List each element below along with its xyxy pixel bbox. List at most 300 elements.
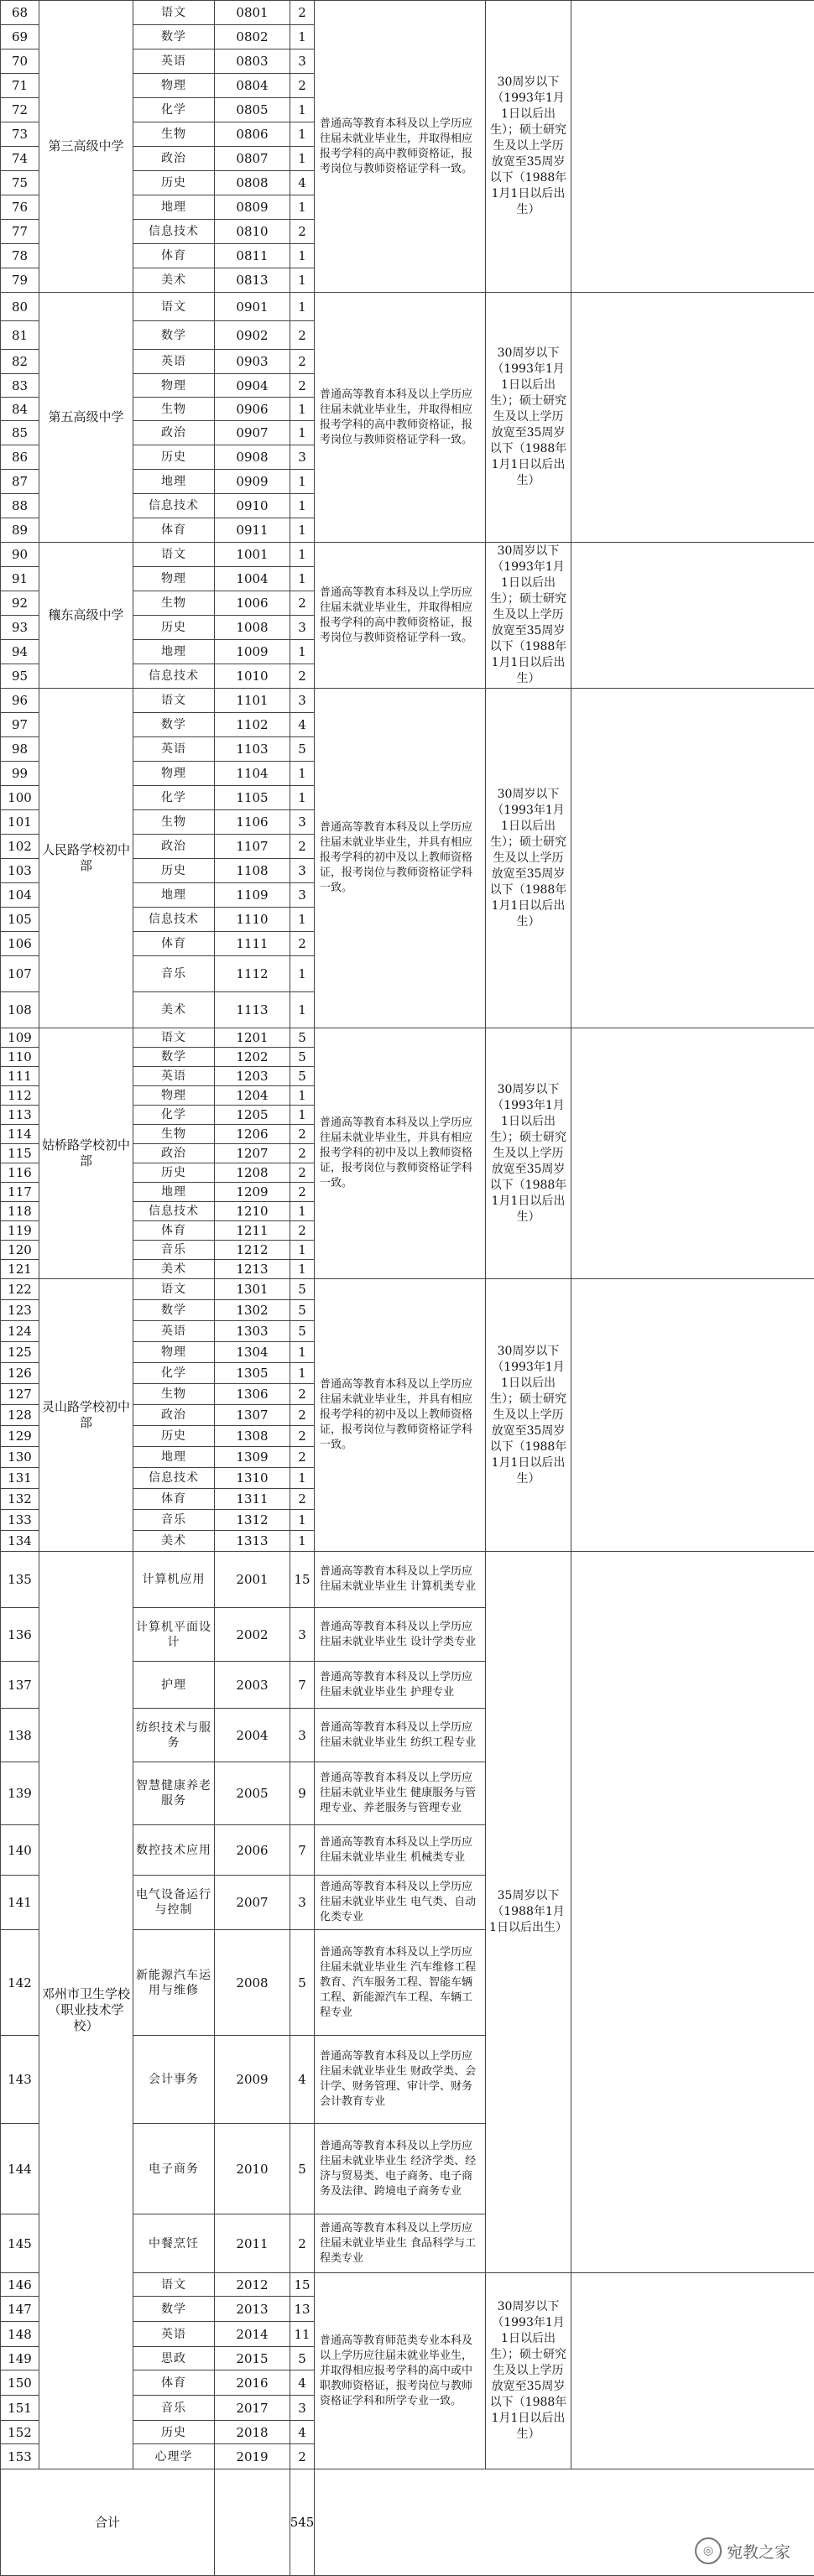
- remarks-cell: [571, 292, 814, 543]
- subject-cell: 历史: [133, 1163, 215, 1183]
- post-code-cell: 1101: [214, 688, 290, 713]
- post-code-cell: 1308: [214, 1425, 290, 1447]
- post-code-cell: 0810: [214, 219, 290, 244]
- headcount-cell: 5: [290, 1066, 315, 1086]
- headcount-cell: 2: [290, 931, 315, 956]
- subject-cell: 数学: [133, 24, 215, 49]
- row-number: 70: [0, 49, 39, 74]
- post-code-cell: 1208: [214, 1163, 290, 1183]
- post-code-cell: 1204: [214, 1085, 290, 1106]
- watermark-text: 宛教之家: [726, 2542, 791, 2562]
- headcount-cell: 1: [290, 397, 315, 421]
- subject-cell: 语文: [133, 1028, 215, 1048]
- row-number: 103: [0, 858, 39, 883]
- row-number: 75: [0, 170, 39, 195]
- row-number: 112: [0, 1085, 39, 1106]
- post-code-cell: 0804: [214, 73, 290, 98]
- headcount-cell: 3: [290, 809, 315, 835]
- row-number: 147: [0, 2296, 39, 2322]
- row-number: 142: [0, 1929, 39, 2036]
- row-number: 108: [0, 991, 39, 1028]
- subject-cell: 音乐: [133, 1240, 215, 1260]
- headcount-cell: 4: [290, 2035, 315, 2124]
- headcount-cell: 3: [290, 1708, 315, 1762]
- post-code-cell: 2008: [214, 1929, 290, 2036]
- post-code-cell: 2003: [214, 1661, 290, 1709]
- row-number: 94: [0, 639, 39, 664]
- row-number: 130: [0, 1446, 39, 1468]
- row-number: 116: [0, 1163, 39, 1183]
- subject-cell: 化学: [133, 1105, 215, 1125]
- subject-cell: 生物: [133, 591, 215, 616]
- post-code-cell: 1206: [214, 1124, 290, 1144]
- headcount-cell: 2: [290, 1446, 315, 1468]
- subject-cell: 语文: [133, 688, 215, 713]
- row-number: 97: [0, 712, 39, 737]
- subject-cell: 数学: [133, 712, 215, 737]
- post-code-cell: 1313: [214, 1530, 290, 1552]
- row-number: 110: [0, 1047, 39, 1067]
- row-number: 133: [0, 1509, 39, 1531]
- headcount-cell: 1: [290, 469, 315, 494]
- subject-cell: 物理: [133, 373, 215, 398]
- post-code-cell: 1107: [214, 834, 290, 859]
- requirement-cell: 普通高等教育本科及以上学历应往届未就业毕业生，并取得相应报考学科的高中教师资格证，报考岗位与教师资格证学科一致。: [314, 0, 486, 293]
- row-number: 134: [0, 1530, 39, 1552]
- subject-cell: 生物: [133, 1383, 215, 1405]
- requirement-cell: 普通高等教育本科及以上学历应往届未就业毕业生，并具有相应报考学科的初中及以上教师资格证，报考岗位与教师资格证学科一致。: [314, 688, 486, 1028]
- headcount-cell: 1: [290, 268, 315, 293]
- requirement-cell: 普通高等教育本科及以上学历应往届未就业毕业生 计算机类专业: [314, 1551, 486, 1608]
- post-code-cell: 2014: [214, 2321, 290, 2347]
- subject-cell: 计算机应用: [133, 1551, 215, 1608]
- row-number: 92: [0, 591, 39, 616]
- row-number: 152: [0, 2420, 39, 2444]
- requirement-cell: 普通高等教育本科及以上学历应往届未就业毕业生 电气类、自动化类专业: [314, 1875, 486, 1930]
- post-code-cell: 1105: [214, 785, 290, 810]
- headcount-cell: 1: [290, 146, 315, 171]
- row-number: 119: [0, 1220, 39, 1241]
- subject-cell: 生物: [133, 809, 215, 835]
- headcount-cell: 2: [290, 0, 315, 25]
- age-cell: 30周岁以下（1993年1月1日以后出生）；硕士研究生及以上学历放宽至35周岁以下（1988年1月1日以后出生）: [485, 0, 571, 293]
- headcount-cell: 15: [290, 1551, 315, 1608]
- row-number: 113: [0, 1105, 39, 1125]
- post-code-cell: 0809: [214, 195, 290, 220]
- remarks-cell: [571, 0, 814, 293]
- headcount-cell: 1: [290, 991, 315, 1028]
- row-number: 128: [0, 1404, 39, 1426]
- post-code-cell: 1103: [214, 736, 290, 762]
- requirement-cell: 普通高等教育本科及以上学历应往届未就业毕业生 健康服务与管理专业、养老服务与管理专业: [314, 1762, 486, 1825]
- row-number: 144: [0, 2123, 39, 2214]
- headcount-cell: 2: [290, 373, 315, 398]
- post-code-cell: 2002: [214, 1607, 290, 1662]
- age-cell: 30周岁以下（1993年1月1日以后出生）；硕士研究生及以上学历放宽至35周岁以下（1988年1月1日以后出生）: [485, 1278, 571, 1552]
- post-code-cell: 2017: [214, 2395, 290, 2421]
- row-number: 124: [0, 1320, 39, 1342]
- row-number: 121: [0, 1259, 39, 1279]
- post-code-cell: 2012: [214, 2272, 290, 2297]
- post-code-cell: 0902: [214, 320, 290, 350]
- subject-cell: 新能源汽车运用与维修: [133, 1929, 215, 2036]
- post-code-cell: 1212: [214, 1240, 290, 1260]
- headcount-cell: 4: [290, 170, 315, 195]
- subject-cell: 中餐烹饪: [133, 2214, 215, 2273]
- subject-cell: 体育: [133, 1220, 215, 1241]
- headcount-cell: 1: [290, 542, 315, 567]
- post-code-cell: 1211: [214, 1220, 290, 1241]
- subject-cell: 护理: [133, 1661, 215, 1709]
- subject-cell: 物理: [133, 1341, 215, 1363]
- headcount-cell: 5: [290, 1929, 315, 2036]
- total-blank: [214, 2469, 290, 2576]
- remarks-cell: [571, 688, 814, 1028]
- subject-cell: 信息技术: [133, 1201, 215, 1221]
- post-code-cell: 1009: [214, 639, 290, 664]
- headcount-cell: 11: [290, 2321, 315, 2347]
- headcount-cell: 5: [290, 1028, 315, 1048]
- unit-name-cell: 邓州市卫生学校（职业技术学校）: [39, 1551, 133, 2469]
- row-number: 151: [0, 2395, 39, 2421]
- headcount-cell: 2: [290, 591, 315, 616]
- subject-cell: 生物: [133, 397, 215, 421]
- post-code-cell: 0911: [214, 518, 290, 543]
- post-code-cell: 1008: [214, 615, 290, 640]
- row-number: 90: [0, 542, 39, 567]
- row-number: 85: [0, 420, 39, 445]
- subject-cell: 化学: [133, 785, 215, 810]
- post-code-cell: 2010: [214, 2123, 290, 2214]
- post-code-cell: 1301: [214, 1278, 290, 1300]
- post-code-cell: 2001: [214, 1551, 290, 1608]
- post-code-cell: 2004: [214, 1708, 290, 1762]
- headcount-cell: 3: [290, 882, 315, 908]
- subject-cell: 计算机平面设计: [133, 1607, 215, 1662]
- subject-cell: 生物: [133, 122, 215, 147]
- row-number: 109: [0, 1028, 39, 1048]
- unit-name-cell: 人民路学校初中部: [39, 688, 133, 1028]
- headcount-cell: 4: [290, 2370, 315, 2396]
- unit-name-cell: 第五高级中学: [39, 292, 133, 543]
- subject-cell: 会计事务: [133, 2035, 215, 2124]
- subject-cell: 信息技术: [133, 219, 215, 244]
- headcount-cell: 1: [290, 785, 315, 810]
- post-code-cell: 1310: [214, 1467, 290, 1489]
- row-number: 93: [0, 615, 39, 640]
- post-code-cell: 1210: [214, 1201, 290, 1221]
- post-code-cell: 2018: [214, 2420, 290, 2444]
- remarks-cell: [571, 1278, 814, 1552]
- headcount-cell: 3: [290, 1875, 315, 1930]
- post-code-cell: 0909: [214, 469, 290, 494]
- subject-cell: 信息技术: [133, 493, 215, 518]
- subject-cell: 政治: [133, 1404, 215, 1426]
- post-code-cell: 1312: [214, 1509, 290, 1531]
- post-code-cell: 2011: [214, 2214, 290, 2273]
- post-code-cell: 1306: [214, 1383, 290, 1405]
- row-number: 115: [0, 1143, 39, 1163]
- subject-cell: 数学: [133, 1299, 215, 1321]
- post-code-cell: 1001: [214, 542, 290, 567]
- headcount-cell: 3: [290, 2395, 315, 2421]
- subject-cell: 物理: [133, 761, 215, 786]
- row-number: 71: [0, 73, 39, 98]
- subject-cell: 音乐: [133, 955, 215, 992]
- row-number: 104: [0, 882, 39, 908]
- headcount-cell: 2: [290, 1488, 315, 1510]
- headcount-cell: 4: [290, 2420, 315, 2444]
- requirement-cell: 普通高等教育本科及以上学历应往届未就业毕业生，并具有相应报考学科的初中及以上教师资格证，报考岗位与教师资格证学科一致。: [314, 1278, 486, 1552]
- post-code-cell: 1203: [214, 1066, 290, 1086]
- requirement-cell: 普通高等教育本科及以上学历应往届未就业毕业生 机械类专业: [314, 1824, 486, 1876]
- post-code-cell: 1111: [214, 931, 290, 956]
- post-code-cell: 1311: [214, 1488, 290, 1510]
- headcount-cell: 2: [290, 320, 315, 350]
- subject-cell: 电气设备运行与控制: [133, 1875, 215, 1930]
- subject-cell: 地理: [133, 1446, 215, 1468]
- subject-cell: 美术: [133, 1259, 215, 1279]
- row-number: 100: [0, 785, 39, 810]
- headcount-cell: 2: [290, 219, 315, 244]
- age-cell: 30周岁以下（1993年1月1日以后出生）；硕士研究生及以上学历放宽至35周岁以下（1988年1月1日以后出生）: [485, 292, 571, 543]
- post-code-cell: 1202: [214, 1047, 290, 1067]
- row-number: 140: [0, 1824, 39, 1876]
- headcount-cell: 1: [290, 243, 315, 268]
- subject-cell: 音乐: [133, 1509, 215, 1531]
- headcount-cell: 5: [290, 736, 315, 762]
- row-number: 129: [0, 1425, 39, 1447]
- post-code-cell: 1004: [214, 566, 290, 591]
- headcount-cell: 2: [290, 2443, 315, 2469]
- row-number: 68: [0, 0, 39, 25]
- row-number: 78: [0, 243, 39, 268]
- row-number: 74: [0, 146, 39, 171]
- subject-cell: 体育: [133, 1488, 215, 1510]
- post-code-cell: 1305: [214, 1362, 290, 1384]
- post-code-cell: 0807: [214, 146, 290, 171]
- subject-cell: 数学: [133, 1047, 215, 1067]
- subject-cell: 美术: [133, 991, 215, 1028]
- row-number: 149: [0, 2346, 39, 2370]
- subject-cell: 英语: [133, 1320, 215, 1342]
- headcount-cell: 2: [290, 2214, 315, 2273]
- subject-cell: 历史: [133, 170, 215, 195]
- headcount-cell: 1: [290, 420, 315, 445]
- headcount-cell: 2: [290, 1404, 315, 1426]
- requirement-cell: 普通高等教育师范类专业本科及以上学历应往届未就业毕业生，并取得相应报考学科的高中或中职教师资格证，报考岗位与教师资格证学科和所学专业一致。: [314, 2272, 486, 2469]
- post-code-cell: 1205: [214, 1105, 290, 1125]
- row-number: 106: [0, 931, 39, 956]
- subject-cell: 英语: [133, 349, 215, 374]
- subject-cell: 语文: [133, 1278, 215, 1300]
- row-number: 102: [0, 834, 39, 859]
- headcount-cell: 3: [290, 688, 315, 713]
- post-code-cell: 2015: [214, 2346, 290, 2370]
- post-code-cell: 0803: [214, 49, 290, 74]
- headcount-cell: 1: [290, 1240, 315, 1260]
- headcount-cell: 1: [290, 1201, 315, 1221]
- post-code-cell: 0910: [214, 493, 290, 518]
- subject-cell: 历史: [133, 858, 215, 883]
- row-number: 135: [0, 1551, 39, 1608]
- subject-cell: 历史: [133, 1425, 215, 1447]
- row-number: 143: [0, 2035, 39, 2124]
- subject-cell: 信息技术: [133, 907, 215, 932]
- row-number: 83: [0, 373, 39, 398]
- post-code-cell: 1112: [214, 955, 290, 992]
- row-number: 153: [0, 2443, 39, 2469]
- headcount-cell: 1: [290, 1259, 315, 1279]
- post-code-cell: 1309: [214, 1446, 290, 1468]
- subject-cell: 英语: [133, 736, 215, 762]
- post-code-cell: 0906: [214, 397, 290, 421]
- post-code-cell: 1113: [214, 991, 290, 1028]
- subject-cell: 政治: [133, 420, 215, 445]
- subject-cell: 政治: [133, 1143, 215, 1163]
- headcount-cell: 3: [290, 1607, 315, 1662]
- row-number: 84: [0, 397, 39, 421]
- row-number: 131: [0, 1467, 39, 1489]
- headcount-cell: 1: [290, 1341, 315, 1363]
- post-code-cell: 1102: [214, 712, 290, 737]
- post-code-cell: 1207: [214, 1143, 290, 1163]
- subject-cell: 数学: [133, 320, 215, 350]
- requirement-cell: 普通高等教育本科及以上学历应往届未就业毕业生 纺织工程专业: [314, 1708, 486, 1762]
- remarks-cell: [571, 2272, 814, 2469]
- subject-cell: 地理: [133, 469, 215, 494]
- subject-cell: 美术: [133, 1530, 215, 1552]
- headcount-cell: 5: [290, 1047, 315, 1067]
- row-number: 136: [0, 1607, 39, 1662]
- row-number: 120: [0, 1240, 39, 1260]
- headcount-cell: 2: [290, 349, 315, 374]
- subject-cell: 地理: [133, 1182, 215, 1202]
- row-number: 107: [0, 955, 39, 992]
- subject-cell: 化学: [133, 1362, 215, 1384]
- headcount-cell: 2: [290, 73, 315, 98]
- headcount-cell: 1: [290, 1509, 315, 1531]
- post-code-cell: 2013: [214, 2296, 290, 2322]
- headcount-cell: 1: [290, 1085, 315, 1106]
- headcount-cell: 4: [290, 712, 315, 737]
- age-cell: 30周岁以下（1993年1月1日以后出生）；硕士研究生及以上学历放宽至35周岁以下（1988年1月1日以后出生）: [485, 1028, 571, 1279]
- post-code-cell: 1110: [214, 907, 290, 932]
- requirement-cell: 普通高等教育本科及以上学历应往届未就业毕业生，并取得相应报考学科的高中教师资格证，报考岗位与教师资格证学科一致。: [314, 292, 486, 543]
- headcount-cell: 5: [290, 1320, 315, 1342]
- subject-cell: 智慧健康养老服务: [133, 1762, 215, 1825]
- subject-cell: 语文: [133, 542, 215, 567]
- row-number: 79: [0, 268, 39, 293]
- row-number: 69: [0, 24, 39, 49]
- subject-cell: 体育: [133, 2370, 215, 2396]
- row-number: 145: [0, 2214, 39, 2273]
- subject-cell: 化学: [133, 97, 215, 122]
- row-number: 105: [0, 907, 39, 932]
- row-number: 141: [0, 1875, 39, 1930]
- post-code-cell: 0801: [214, 0, 290, 25]
- post-code-cell: 1307: [214, 1404, 290, 1426]
- subject-cell: 政治: [133, 146, 215, 171]
- row-number: 126: [0, 1362, 39, 1384]
- headcount-cell: 1: [290, 1105, 315, 1125]
- unit-name-cell: 灵山路学校初中部: [39, 1278, 133, 1552]
- headcount-cell: 5: [290, 2123, 315, 2214]
- subject-cell: 思政: [133, 2346, 215, 2370]
- subject-cell: 信息技术: [133, 664, 215, 689]
- row-number: 146: [0, 2272, 39, 2297]
- row-number: 72: [0, 97, 39, 122]
- post-code-cell: 1104: [214, 761, 290, 786]
- headcount-cell: 3: [290, 445, 315, 470]
- post-code-cell: 0903: [214, 349, 290, 374]
- post-code-cell: 1213: [214, 1259, 290, 1279]
- subject-cell: 政治: [133, 834, 215, 859]
- headcount-cell: 1: [290, 761, 315, 786]
- headcount-cell: 2: [290, 1182, 315, 1202]
- headcount-cell: 1: [290, 97, 315, 122]
- remarks-cell: [571, 1551, 814, 2273]
- headcount-cell: 1: [290, 1467, 315, 1489]
- row-number: 76: [0, 195, 39, 220]
- requirement-cell: 普通高等教育本科及以上学历应往届未就业毕业生 护理专业: [314, 1661, 486, 1709]
- post-code-cell: 2019: [214, 2443, 290, 2469]
- headcount-cell: 1: [290, 518, 315, 543]
- subject-cell: 物理: [133, 73, 215, 98]
- subject-cell: 心理学: [133, 2443, 215, 2469]
- row-number: 137: [0, 1661, 39, 1709]
- subject-cell: 语文: [133, 2272, 215, 2297]
- row-number: 138: [0, 1708, 39, 1762]
- subject-cell: 体育: [133, 931, 215, 956]
- row-number: 99: [0, 761, 39, 786]
- unit-name-cell: 姑桥路学校初中部: [39, 1028, 133, 1279]
- headcount-cell: 1: [290, 1530, 315, 1552]
- post-code-cell: 0901: [214, 292, 290, 321]
- headcount-cell: 1: [290, 122, 315, 147]
- age-cell: 30周岁以下（1993年1月1日以后出生）；硕士研究生及以上学历放宽至35周岁以下（1988年1月1日以后出生）: [485, 542, 571, 689]
- subject-cell: 地理: [133, 639, 215, 664]
- subject-cell: 数学: [133, 2296, 215, 2322]
- requirement-cell: 普通高等教育本科及以上学历应往届未就业毕业生 设计学类专业: [314, 1607, 486, 1662]
- subject-cell: 历史: [133, 2420, 215, 2444]
- remarks-cell: [571, 542, 814, 689]
- headcount-cell: 1: [290, 493, 315, 518]
- row-number: 82: [0, 349, 39, 374]
- total-label: 合计: [0, 2469, 215, 2576]
- headcount-cell: 13: [290, 2296, 315, 2322]
- post-code-cell: 1108: [214, 858, 290, 883]
- age-cell: 35周岁以下（1988年1月1日以后出生）: [485, 1551, 571, 2273]
- headcount-cell: 3: [290, 49, 315, 74]
- post-code-cell: 1010: [214, 664, 290, 689]
- post-code-cell: 2016: [214, 2370, 290, 2396]
- row-number: 148: [0, 2321, 39, 2347]
- headcount-cell: 1: [290, 566, 315, 591]
- headcount-cell: 2: [290, 1143, 315, 1163]
- requirement-cell: 普通高等教育本科及以上学历应往届未就业毕业生 经济学类、经济与贸易类、电子商务、电子商务及法律、跨境电子商务专业: [314, 2123, 486, 2214]
- row-number: 132: [0, 1488, 39, 1510]
- headcount-cell: 5: [290, 1299, 315, 1321]
- post-code-cell: 1109: [214, 882, 290, 908]
- post-code-cell: 0908: [214, 445, 290, 470]
- row-number: 86: [0, 445, 39, 470]
- row-number: 111: [0, 1066, 39, 1086]
- subject-cell: 信息技术: [133, 1467, 215, 1489]
- subject-cell: 物理: [133, 566, 215, 591]
- row-number: 80: [0, 292, 39, 321]
- age-cell: 30周岁以下（1993年1月1日以后出生）；硕士研究生及以上学历放宽至35周岁以下（1988年1月1日以后出生）: [485, 688, 571, 1028]
